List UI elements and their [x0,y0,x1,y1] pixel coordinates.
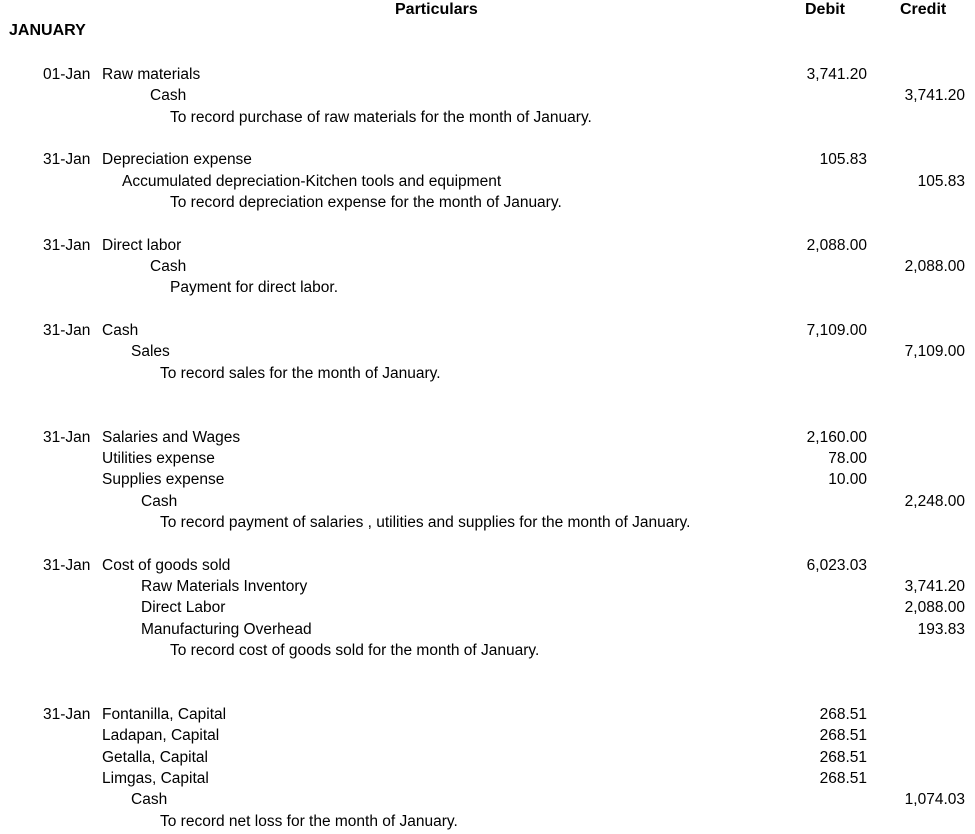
journal-line [0,725,975,746]
journal-line [0,171,975,192]
account-name: Fontanilla, Capital [102,706,227,723]
account-name: Cash [150,87,187,104]
entry-description: To record depreciation expense for the month of January. [170,194,562,211]
entry-description: To record payment of salaries , utilities and supplies for the month of January. [160,514,691,531]
particulars-header: Particulars [395,1,478,18]
credit-amount: 2,248.00 [904,493,965,510]
journal-line [0,256,975,277]
account-name: Accumulated depreciation-Kitchen tools and equipment [122,173,502,190]
account-name: Raw Materials Inventory [141,578,308,595]
journal-line [0,448,975,469]
journal-line [0,149,975,170]
entry-description: To record sales for the month of January. [160,365,441,382]
journal-line [0,512,975,533]
credit-amount: 105.83 [917,173,965,190]
account-name: Limgas, Capital [102,770,209,787]
account-name: Direct Labor [141,599,226,616]
debit-amount: 3,741.20 [806,66,867,83]
debit-amount: 268.51 [819,770,867,787]
account-name: Cash [102,322,139,339]
journal-line [0,576,975,597]
debit-amount: 2,160.00 [806,429,867,446]
debit-amount: 10.00 [828,471,867,488]
debit-amount: 105.83 [819,151,867,168]
entry-description: To record cost of goods sold for the month of January. [170,642,540,659]
journal-line [0,363,975,384]
credit-amount: 2,088.00 [904,599,965,616]
account-name: Cost of goods sold [102,557,231,574]
account-name: Supplies expense [102,471,225,488]
journal-line [0,704,975,725]
debit-amount: 268.51 [819,749,867,766]
debit-amount: 6,023.03 [806,557,867,574]
journal-line [0,427,975,448]
journal-line [0,85,975,106]
credit-amount: 1,074.03 [904,791,965,808]
journal-line [0,320,975,341]
account-name: Depreciation expense [102,151,252,168]
journal-line [0,597,975,618]
journal-line [0,192,975,213]
account-name: Direct labor [102,237,182,254]
credit-amount: 3,741.20 [904,87,965,104]
entry-date: 31-Jan [43,706,91,723]
journal-line [0,469,975,490]
credit-amount: 7,109.00 [904,343,965,360]
debit-amount: 2,088.00 [806,237,867,254]
entry-date: 31-Jan [43,151,91,168]
account-name: Utilities expense [102,450,215,467]
debit-amount: 268.51 [819,706,867,723]
journal-line [0,64,975,85]
account-name: Raw materials [102,66,201,83]
journal-line [0,619,975,640]
debit-header: Debit [805,1,845,18]
journal-line [0,107,975,128]
journal-line [0,555,975,576]
journal-line [0,640,975,661]
journal-line [0,341,975,362]
journal-line [0,789,975,810]
journal-line [0,235,975,256]
entry-date: 31-Jan [43,322,91,339]
entry-date: 31-Jan [43,429,91,446]
journal-line [0,768,975,789]
entry-description: Payment for direct labor. [170,279,338,296]
account-name: Cash [131,791,168,808]
entry-date: 01-Jan [43,66,91,83]
account-name: Manufacturing Overhead [141,621,312,638]
credit-amount: 3,741.20 [904,578,965,595]
entry-date: 31-Jan [43,237,91,254]
month-heading: JANUARY [9,22,86,39]
journal-line [0,491,975,512]
account-name: Ladapan, Capital [102,727,220,744]
credit-amount: 2,088.00 [904,258,965,275]
account-name: Sales [131,343,170,360]
debit-amount: 268.51 [819,727,867,744]
entry-description: To record purchase of raw materials for the month of January. [170,109,592,126]
journal-line [0,747,975,768]
account-name: Salaries and Wages [102,429,241,446]
credit-amount: 193.83 [917,621,965,638]
journal-line [0,811,975,832]
account-name: Cash [141,493,178,510]
debit-amount: 78.00 [828,450,867,467]
account-name: Getalla, Capital [102,749,208,766]
debit-amount: 7,109.00 [806,322,867,339]
credit-header: Credit [900,1,947,18]
entry-description: To record net loss for the month of January. [160,813,458,830]
account-name: Cash [150,258,187,275]
entry-date: 31-Jan [43,557,91,574]
journal-line [0,277,975,298]
